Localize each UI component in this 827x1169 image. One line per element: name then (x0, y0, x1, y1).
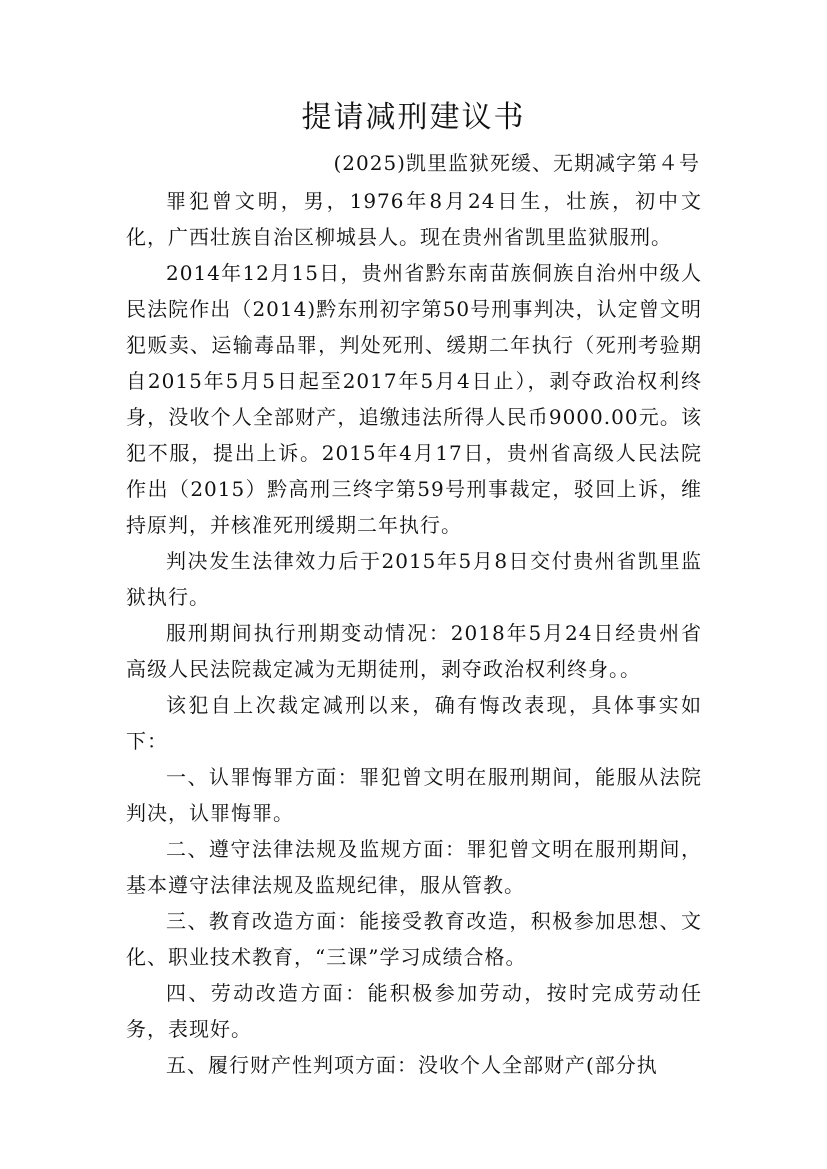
paragraph-judgment-history: 2014年12月15日，贵州省黔东南苗族侗族自治州中级人民法院作出（2014)黔东刑初字第50号刑事判决，认定曾文明犯贩卖、运输毒品罪，判处死刑、缓期二年执行（死刑考验期自2015年5月5日起至2017年5月4日止），剥夺政治权利终身，没收个人全部财产，追缴违法所得人民币9000.00元。该犯不服，提出上诉。2015年4月17日，贵州省高级人民法院作出（2015）黔高刑三终字第59号刑事裁定，驳回上诉，维持原判，并核准死刑缓期二年执行。 (126, 261, 702, 537)
paragraph-item-education: 三、教育改造方面：能接受教育改造，积极参加思想、文化、职业技术教育，“三课”学习成绩合格。 (126, 909, 702, 969)
paragraph-item-labor: 四、劳动改造方面：能积极参加劳动，按时完成劳动任务，表现好。 (126, 981, 702, 1041)
document-number: (2025)凯里监狱死缓、无期减字第４号 (333, 151, 700, 175)
paragraph-criminal-info: 罪犯曾文明，男，1976年8月24日生，壮族，初中文化，广西壮族自治区柳城县人。现在贵州省凯里监狱服刑。 (126, 189, 702, 249)
document-body (126, 183, 702, 1083)
paragraph-delivery: 判决发生法律效力后于2015年5月8日交付贵州省凯里监狱执行。 (126, 549, 702, 609)
paragraph-sentence-changes: 服刑期间执行刑期变动情况：2018年5月24日经贵州省高级人民法院裁定减为无期徒刑，剥夺政治权利终身。。 (126, 621, 702, 681)
paragraph-item-discipline: 二、遵守法律法规及监规方面：罪犯曾文明在服刑期间，基本遵守法律法规及监规纪律，服从管教。 (126, 837, 702, 897)
paragraph-repentance-summary: 该犯自上次裁定减刑以来，确有悔改表现，具体事实如下： (126, 693, 702, 753)
document-title: 提请减刑建议书 (301, 100, 526, 135)
paragraph-item-property: 五、履行财产性判项方面：没收个人全部财产(部分执 (166, 1053, 658, 1077)
paragraph-item-confession: 一、认罪悔罪方面：罪犯曾文明在服刑期间，能服从法院判决，认罪悔罪。 (126, 765, 702, 825)
